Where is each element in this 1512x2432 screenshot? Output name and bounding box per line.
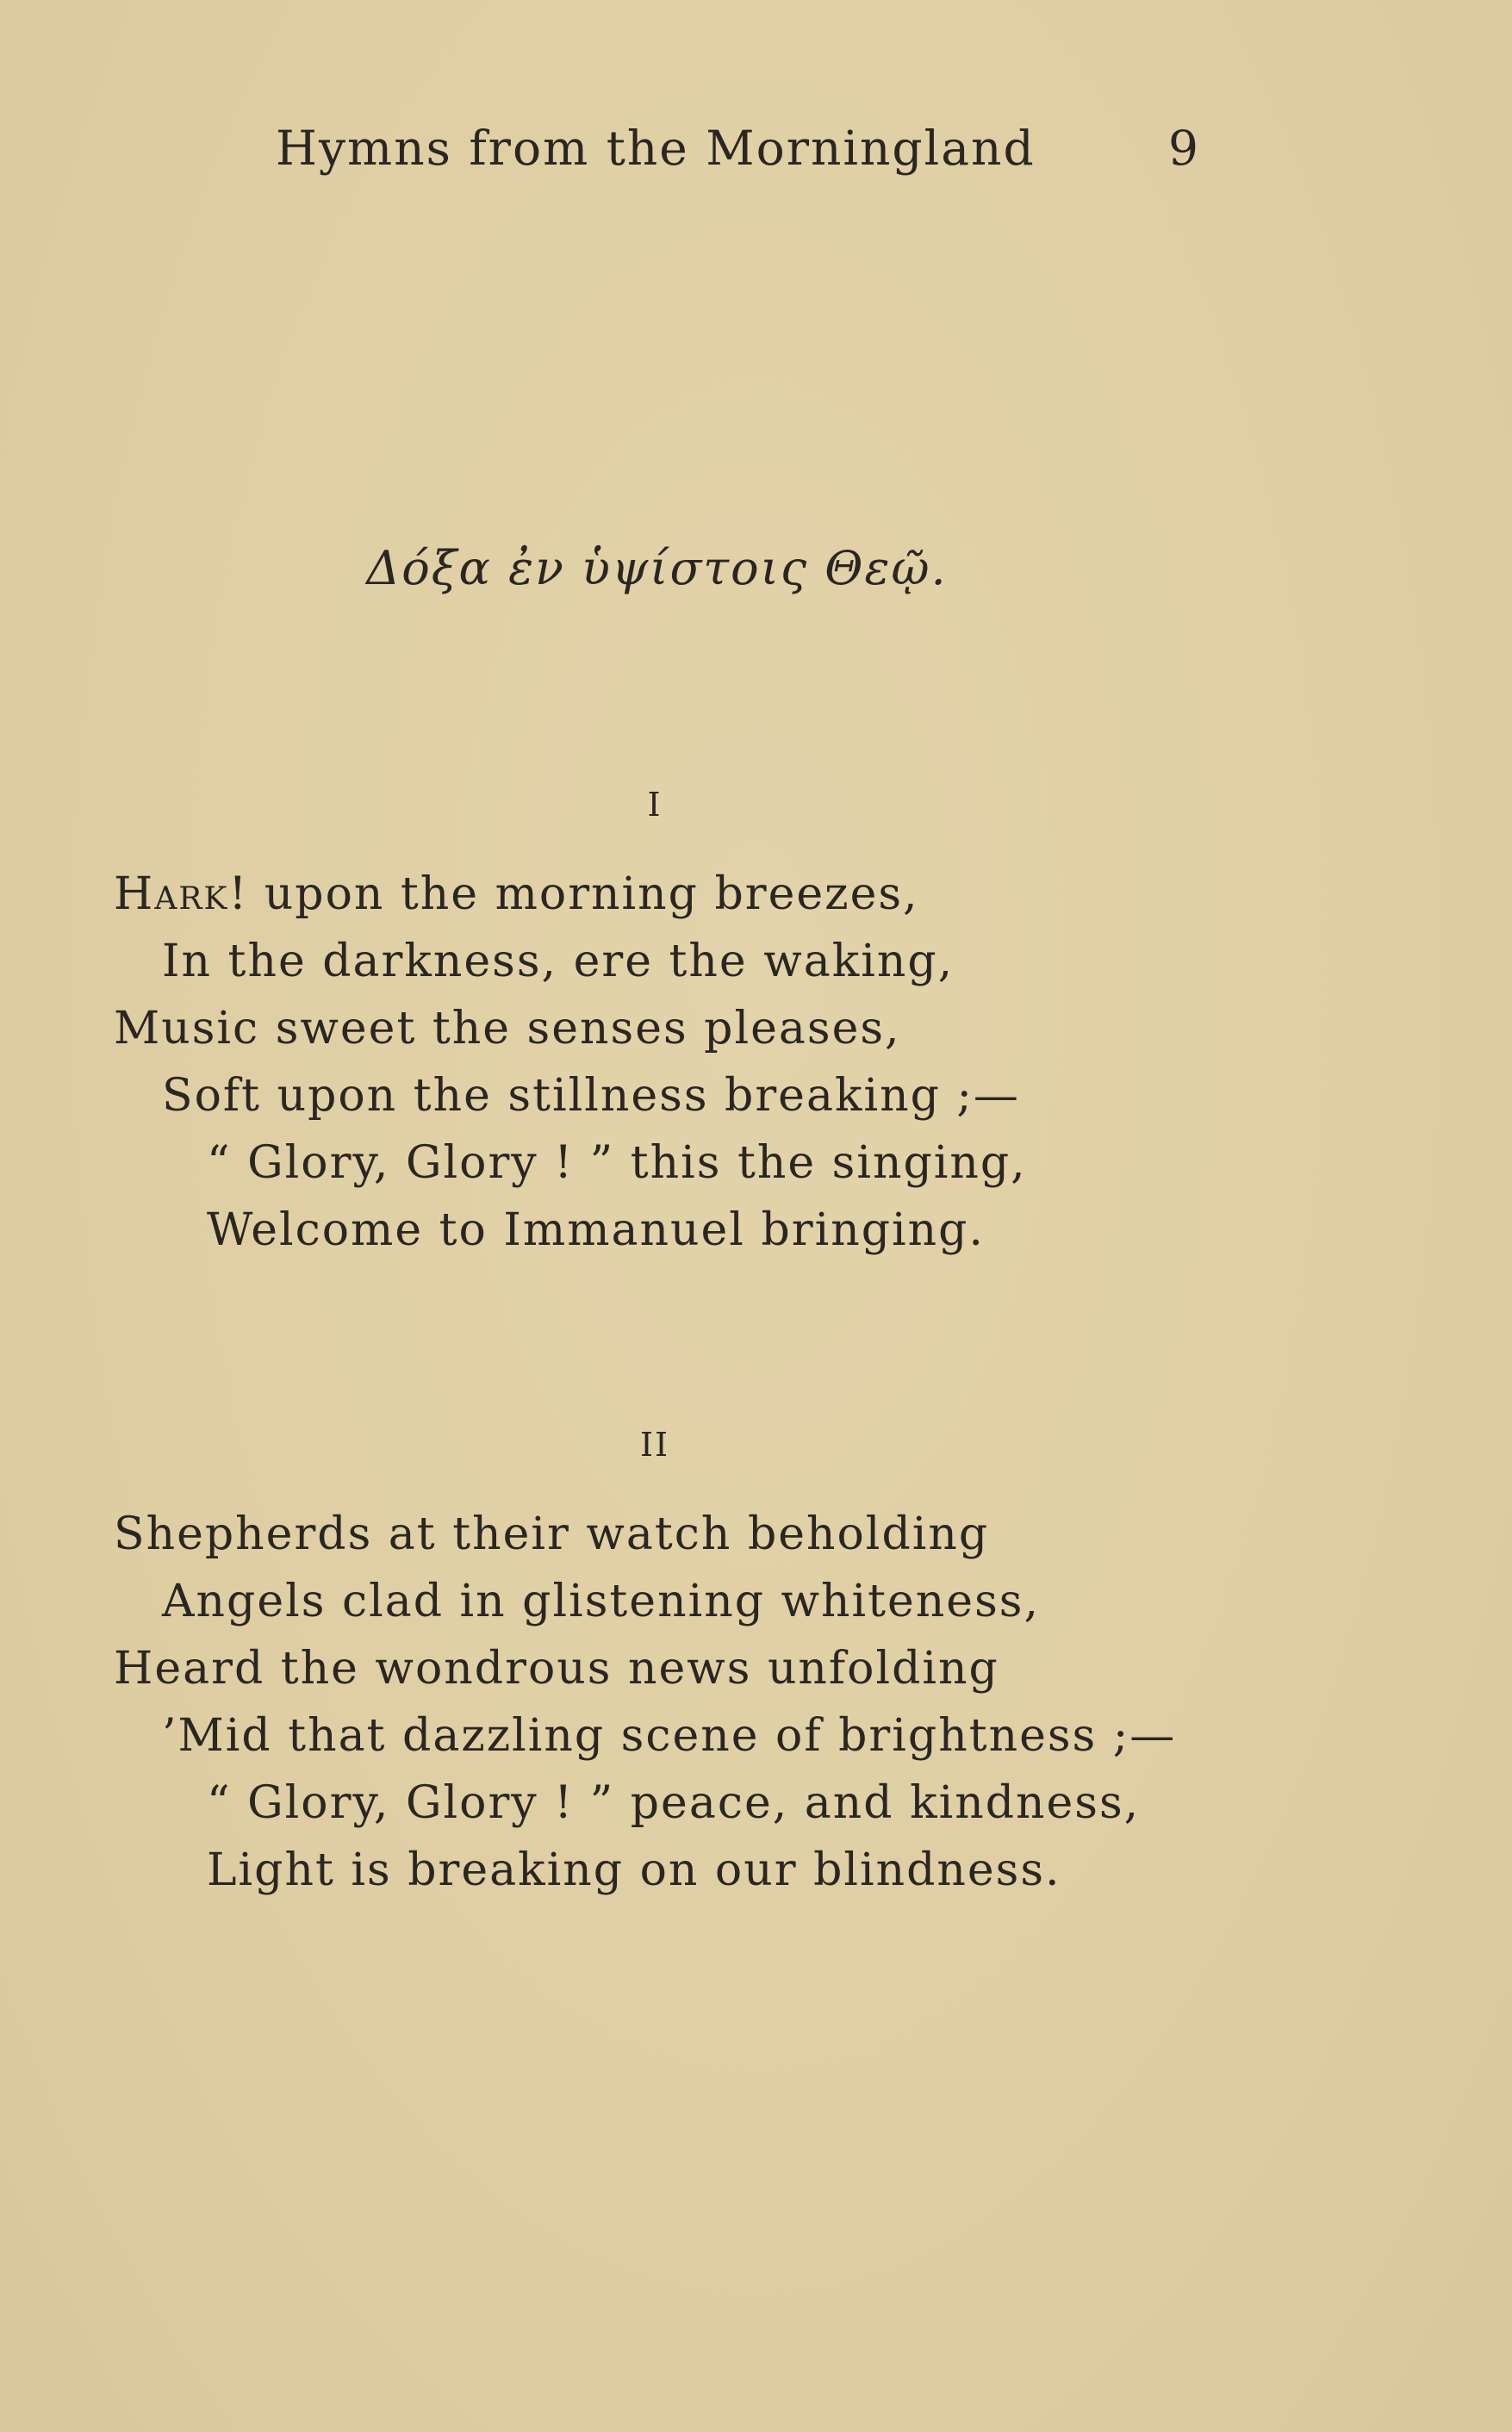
stanza-2-line-1: Shepherds at their watch beholding [114,1508,990,1560]
stanza-1-line-6: Welcome to Immanuel bringing. [207,1204,985,1256]
stanza-number-2: II [639,1426,670,1464]
stanza-1-line-3: Music sweet the senses pleases, [114,1003,901,1054]
stanza-2-line-5: “ Glory, Glory ! ” peace, and kindness, [207,1777,1141,1829]
stanza-1-line-5: “ Glory, Glory ! ” this the singing, [207,1137,1027,1189]
stanza-1-line-2: In the darkness, ere the waking, [162,936,955,987]
stanza-1-line-1-text: ! upon the morning breezes, [228,868,919,920]
page-number: 9 [1168,121,1198,176]
stanza-2-line-6: Light is breaking on our blindness. [207,1844,1061,1896]
stanza-2-line-2: Angels clad in glistening whiteness, [162,1576,1040,1627]
stanza-1-line-1 [114,868,919,920]
greek-epigraph: Δόξα ἐν ὑψίστοις Θεῷ. [366,541,948,595]
running-title: Hymns from the Morningland [276,121,1036,176]
stanza-number-1: I [647,786,663,824]
stanza-1-line-4: Soft upon the stillness breaking ;— [162,1070,1020,1122]
stanza-1-first-word: Hark [114,868,229,920]
stanza-2-line-4: ’Mid that dazzling scene of brightness ;— [162,1710,1177,1762]
stanza-2-line-3: Heard the wondrous news unfolding [114,1643,999,1695]
